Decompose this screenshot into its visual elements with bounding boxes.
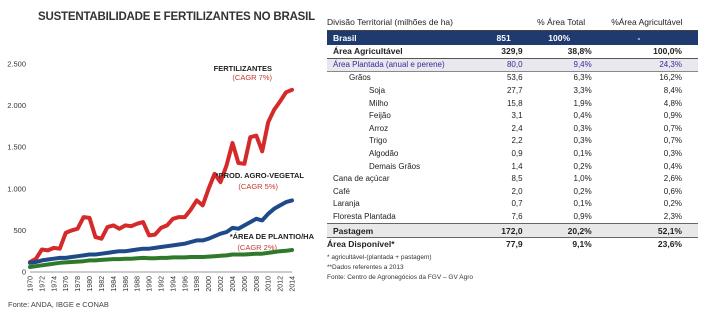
x-tick-label: 2014 — [289, 276, 297, 292]
row-pct-agri: 23,6% — [657, 239, 682, 250]
table-row — [327, 237, 698, 250]
x-tick-label: 1976 — [63, 276, 71, 292]
row-label: Floresta Plantada — [333, 212, 396, 222]
row-label: Cana de açúcar — [333, 174, 390, 184]
table-row — [327, 97, 698, 110]
row-label: Soja — [369, 86, 386, 96]
series-label: *ÁREA DE PLANTIO/HA — [229, 232, 314, 241]
land-division-table — [327, 13, 698, 251]
series-cagr-label: (CAGR 2%) — [237, 243, 277, 252]
table-row — [327, 135, 698, 148]
x-tick-label: 1998 — [194, 276, 202, 292]
row-value: 851 — [485, 31, 527, 46]
x-tick-label: 1978 — [75, 276, 83, 292]
row-value: 53,6 — [506, 73, 523, 83]
table-row — [327, 224, 698, 238]
row-value: 7,6 — [511, 212, 523, 222]
row-value: 8,5 — [511, 174, 523, 184]
row-label: Algodão — [369, 149, 399, 159]
row-pct-total: 0,2% — [573, 186, 592, 196]
row-label: Trigo — [369, 136, 387, 146]
row-pct-agri: 100,0% — [596, 45, 698, 58]
line-chart — [0, 0, 315, 324]
row-value: 0,7 — [511, 199, 523, 209]
row-pct-total: 1,0% — [573, 174, 592, 184]
x-tick-label: 1984 — [110, 276, 118, 292]
row-label: Laranja — [333, 199, 360, 209]
series-cagr-label: (CAGR 7%) — [232, 73, 272, 82]
row-label: Pastagem — [327, 224, 485, 238]
row-label: Brasil — [327, 31, 485, 46]
row-pct-agri: 16,2% — [659, 73, 682, 83]
row-pct-agri: 0,7% — [663, 136, 682, 146]
row-pct-total: 0,1% — [573, 149, 592, 159]
row-pct-total: 38,8% — [527, 45, 596, 58]
row-pct-agri: 0,2% — [663, 199, 682, 209]
row-pct-agri: 4,8% — [663, 98, 682, 108]
row-pct-total: 3,3% — [573, 86, 592, 96]
x-tick-label: 2006 — [241, 276, 249, 292]
table-row — [327, 45, 698, 58]
series-label: FERTILIZANTES — [213, 64, 272, 73]
row-pct-agri: 0,4% — [663, 161, 682, 171]
table-row — [327, 173, 698, 186]
row-value: 2,0 — [511, 186, 523, 196]
table-row — [327, 58, 698, 72]
table-notes — [327, 253, 702, 283]
row-pct-total: 0,1% — [573, 199, 592, 209]
x-tick-label: 2002 — [218, 276, 226, 292]
y-tick-label: 2.500 — [7, 59, 26, 69]
x-tick-label: 2008 — [253, 276, 261, 292]
row-value: 0,9 — [511, 149, 523, 159]
row-pct-agri: - — [596, 31, 698, 46]
row-value: 80,0 — [485, 58, 527, 72]
table-row — [327, 110, 698, 123]
table-row — [327, 85, 698, 98]
note-dados-2013: **Dados referentes a 2013 — [327, 263, 404, 271]
row-label: Café — [333, 186, 350, 196]
row-value: 172,0 — [485, 224, 527, 238]
table-row — [327, 186, 698, 199]
row-pct-total: 9,1% — [572, 239, 592, 250]
x-tick-label: 2012 — [277, 276, 285, 292]
x-tick-label: 1996 — [182, 276, 190, 292]
x-tick-label: 1990 — [146, 276, 154, 292]
x-tick-label: 1980 — [87, 276, 95, 292]
row-label: Área Disponível* — [327, 239, 395, 250]
row-label: Demais Grãos — [369, 161, 421, 171]
x-tick-label: 1972 — [39, 276, 47, 292]
row-value: 1,4 — [511, 161, 523, 171]
row-pct-agri: 2,6% — [663, 174, 682, 184]
x-tick-label: 1982 — [98, 276, 106, 292]
table-row — [327, 31, 698, 46]
y-tick-label: 2.000 — [7, 101, 26, 111]
chart-title: SUSTENTABILIDADE E FERTILIZANTES NO BRASIL — [38, 11, 315, 23]
row-pct-agri: 0,9% — [663, 111, 682, 121]
table-header-row — [327, 13, 698, 31]
row-value: 27,7 — [506, 86, 523, 96]
row-pct-total: 20,2% — [527, 224, 596, 238]
chart-source: Fonte: ANDA, IBGE e CONAB — [8, 300, 109, 309]
y-tick-label: 500 — [13, 225, 26, 235]
header-pct-total: % Área Total — [527, 13, 596, 31]
row-pct-agri: 0,6% — [663, 186, 682, 196]
row-pct-agri: 0,7% — [663, 123, 682, 133]
row-pct-agri: 8,4% — [663, 86, 682, 96]
x-tick-label: 2010 — [265, 276, 273, 292]
row-value: 2,4 — [511, 123, 523, 133]
row-value: 3,1 — [511, 111, 523, 121]
table-row — [327, 160, 698, 173]
row-pct-total: 100% — [527, 31, 596, 46]
row-value: 15,8 — [506, 98, 523, 108]
row-label: Grãos — [349, 73, 371, 83]
note-source: Fonte: Centro de Agronegócios da FGV – GV Agro — [327, 273, 473, 281]
row-pct-total: 0,4% — [573, 111, 592, 121]
row-pct-agri: 52,1% — [596, 224, 698, 238]
row-label: Arroz — [369, 123, 389, 133]
table-row — [327, 211, 698, 224]
row-pct-total: 0,2% — [573, 161, 592, 171]
y-tick-label: 1.500 — [7, 142, 26, 152]
row-value: 329,9 — [485, 45, 527, 58]
x-tick-label: 1988 — [134, 276, 142, 292]
table-row — [327, 148, 698, 161]
chart-panel — [0, 0, 315, 324]
x-tick-label: 2000 — [206, 276, 214, 292]
x-tick-label: 1974 — [51, 276, 59, 292]
x-tick-label: 2004 — [229, 276, 237, 292]
series-label: *PROD. AGRO-VEGETAL — [215, 171, 304, 180]
x-tick-label: 1970 — [27, 276, 35, 292]
row-pct-agri: 2,3% — [663, 212, 682, 222]
row-pct-total: 0,3% — [573, 123, 592, 133]
row-value: 2,2 — [511, 136, 523, 146]
row-label: Milho — [369, 98, 389, 108]
table-row — [327, 198, 698, 211]
note-agricultavel: * agricultável-(plantada + pastagem) — [327, 253, 432, 261]
x-tick-label: 1994 — [170, 276, 178, 292]
row-value: 77,9 — [506, 239, 523, 250]
header-pct-agri: %Área Agricultável — [596, 13, 698, 31]
x-tick-label: 1986 — [122, 276, 130, 292]
row-pct-total: 0,9% — [573, 212, 592, 222]
row-label: Área Plantada (anual e perene) — [327, 58, 485, 72]
row-pct-total: 1,9% — [573, 98, 592, 108]
x-tick-label: 1992 — [158, 276, 166, 292]
table-row — [327, 123, 698, 136]
header-territorial-division: Divisão Territorial (milhões de ha) — [327, 13, 527, 31]
row-pct-total: 6,3% — [573, 73, 592, 83]
row-pct-total: 0,3% — [573, 136, 592, 146]
row-label: Feijão — [369, 111, 391, 121]
land-division-table-panel — [327, 13, 702, 283]
y-tick-label: 1.000 — [7, 184, 26, 194]
row-pct-agri: 24,3% — [596, 58, 698, 72]
series-cagr-label: (CAGR 5%) — [238, 182, 278, 191]
table-row — [327, 72, 698, 85]
row-pct-total: 9,4% — [527, 58, 596, 72]
y-tick-label: 0 — [21, 267, 26, 277]
row-pct-agri: 0,3% — [663, 149, 682, 159]
row-label: Área Agricultável — [327, 45, 485, 58]
